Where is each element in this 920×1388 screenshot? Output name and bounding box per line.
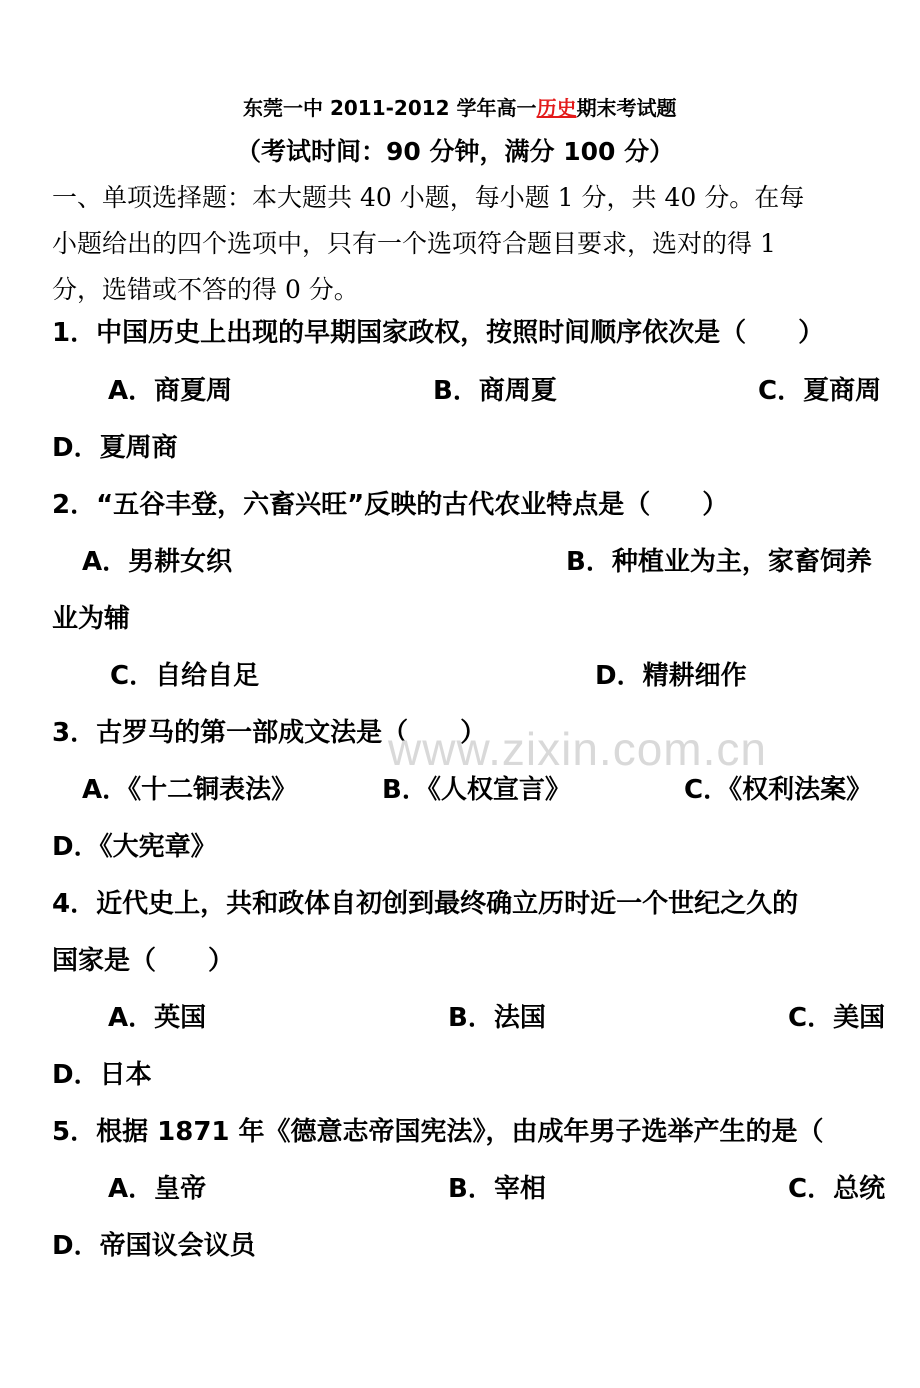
question-4-stem-line-2: 国家是（ ）: [52, 946, 235, 976]
question-4-stem-line-1: 4．近代史上，共和政体自初创到最终确立历时近一个世纪之久的: [52, 889, 799, 919]
question-3-option-b: B．《人权宣言》: [382, 775, 571, 805]
question-3-option-c: C．《权利法案》: [684, 775, 873, 805]
question-2-option-c: C．自给自足: [110, 661, 260, 691]
question-5-option-b: B．宰相: [448, 1174, 546, 1204]
section-instruction-line-2: 小题给出的四个选项中，只有一个选项符合题目要求，选对的得 1: [52, 229, 776, 258]
question-1-option-a: A．商夏周: [108, 376, 233, 406]
question-4-option-c: C．美国: [788, 1003, 886, 1033]
question-1-stem: 1．中国历史上出现的早期国家政权，按照时间顺序依次是（ ）: [52, 318, 825, 348]
question-1-option-d: D．夏周商: [52, 433, 178, 463]
question-1-option-b: B．商周夏: [433, 376, 557, 406]
question-3-stem: 3．古罗马的第一部成文法是（ ）: [52, 718, 487, 748]
title-highlight: 历史: [536, 96, 577, 120]
question-4-option-d: D．日本: [52, 1060, 152, 1090]
question-2-option-b: B．种植业为主，家畜饲养: [566, 547, 872, 577]
question-3-option-a: A．《十二铜表法》: [82, 775, 298, 805]
question-2-option-a: A．男耕女织: [82, 547, 233, 577]
question-4-option-b: B．法国: [448, 1003, 546, 1033]
question-5-option-a: A．皇帝: [108, 1174, 207, 1204]
question-5-option-d: D．帝国议会议员: [52, 1231, 256, 1261]
question-2-option-b-cont: 业为辅: [52, 604, 131, 634]
title-prefix: 东莞一中 2011-2012 学年高一: [243, 96, 537, 120]
question-2-option-d: D．精耕细作: [595, 661, 747, 691]
document-title: [243, 92, 677, 121]
section-instruction-line-1: 一、单项选择题：本大题共 40 小题，每小题 1 分，共 40 分。在每: [52, 183, 805, 212]
question-4-option-a: A．英国: [108, 1003, 207, 1033]
question-2-stem: 2．“五谷丰登，六畜兴旺”反映的古代农业特点是（ ）: [52, 490, 729, 520]
question-3-option-d: D．《大宪章》: [52, 832, 217, 862]
question-5-option-c: C．总统: [788, 1174, 886, 1204]
exam-info: （考试时间：90 分钟，满分 100 分）: [236, 137, 675, 166]
watermark: www.zixin.com.cn: [388, 723, 767, 775]
title-suffix: 期末考试题: [576, 96, 677, 120]
question-5-stem: 5．根据 1871 年《德意志帝国宪法》，由成年男子选举产生的是（: [52, 1117, 824, 1147]
question-1-option-c: C．夏商周: [758, 376, 882, 406]
section-instruction-line-3: 分，选错或不答的得 0 分。: [52, 275, 359, 304]
